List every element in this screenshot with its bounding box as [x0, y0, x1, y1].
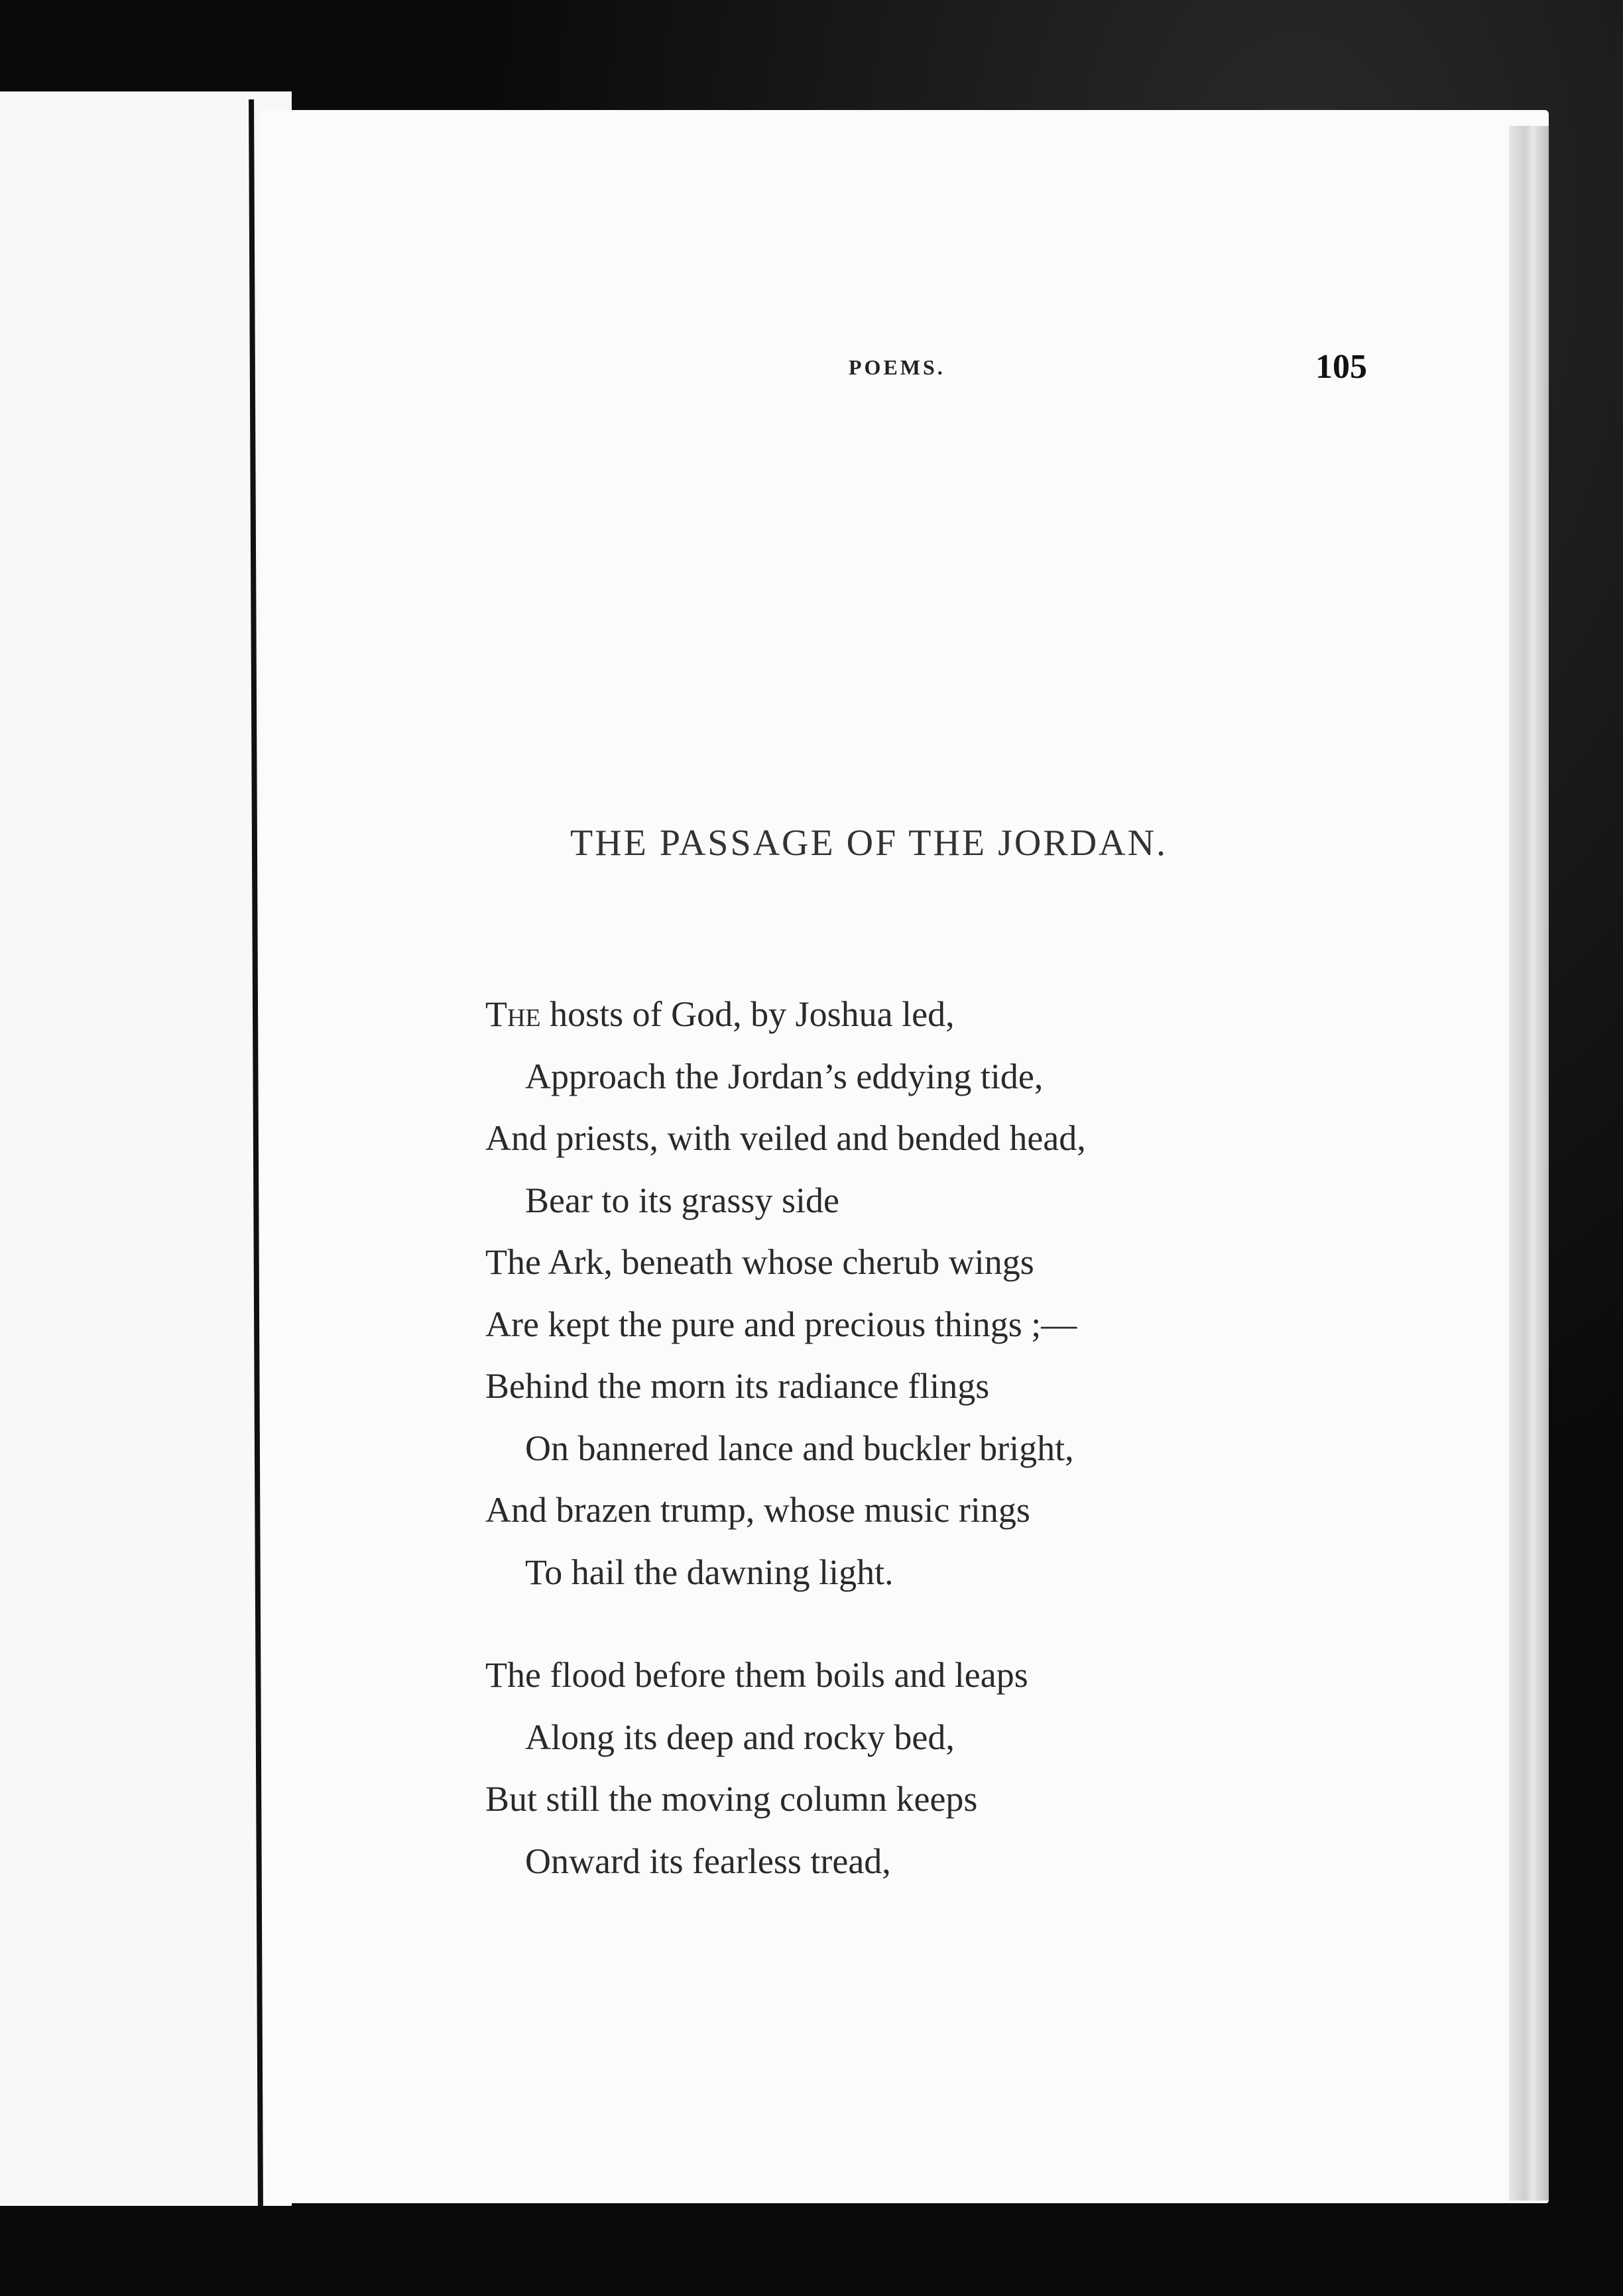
poem-line: Onward its fearless tread,	[525, 1841, 891, 1881]
poem-line: And brazen trump, whose music rings	[485, 1490, 1030, 1530]
poem-line: Are kept the pure and precious things ;—	[485, 1304, 1077, 1344]
facing-page-left	[0, 91, 292, 2206]
poem-line: Behind the morn its radiance flings	[485, 1366, 990, 1406]
poem-line: To hail the dawning light.	[525, 1552, 894, 1592]
stanza	[485, 984, 1086, 1603]
stanza	[485, 1644, 1086, 1892]
poem-line: Approach the Jordan’s eddying tide,	[525, 1056, 1044, 1096]
poem-line: Along its deep and rocky bed,	[525, 1717, 955, 1757]
poem-line: The Ark, beneath whose cherub wings	[485, 1242, 1034, 1282]
poem-line	[485, 984, 1086, 1046]
poem-line: Bear to its grassy side	[525, 1180, 839, 1220]
poem-line: The flood before them boils and leaps	[485, 1655, 1028, 1695]
poem-body	[485, 984, 1086, 1892]
poem-line: But still the moving column keeps	[485, 1779, 978, 1819]
page-edge	[1509, 126, 1549, 2201]
poem-line: And priests, with veiled and bended head,	[485, 1118, 1086, 1158]
running-head: POEMS.	[849, 355, 945, 379]
line-text: hosts of God, by Joshua led,	[540, 994, 955, 1034]
poem-line: On bannered lance and buckler bright,	[525, 1428, 1074, 1468]
poem-title: THE PASSAGE OF THE JORDAN.	[570, 823, 1168, 864]
stanza-gap	[485, 1603, 1086, 1644]
drop-word: The	[485, 994, 541, 1034]
page-number: 105	[1315, 348, 1367, 386]
